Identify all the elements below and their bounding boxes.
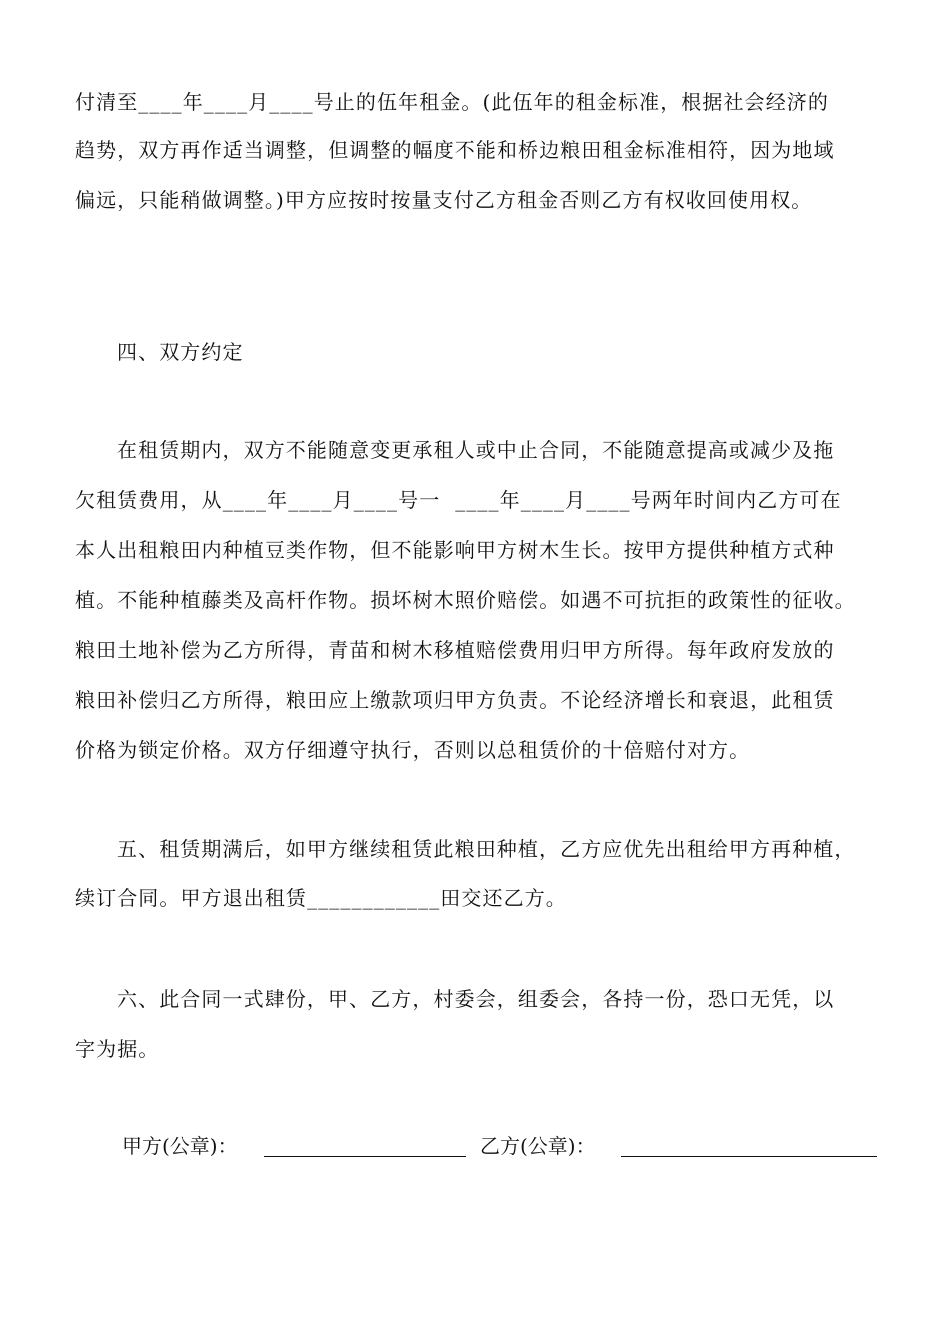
section-6-line-1: 六、此合同一式肆份，甲、乙方，村委会，组委会，各持一份，恐口无凭，以: [117, 987, 835, 1011]
section-5-line-2: 续订合同。甲方退出租赁____________田交还乙方。: [75, 886, 567, 910]
paragraph-rent-line-3: 偏远，只能稍做调整。)甲方应按时按量支付乙方租金否则乙方有权收回使用权。: [75, 188, 813, 212]
section-4-line-6: 粮田补偿归乙方所得，粮田应上缴款项归甲方负责。不论经济增长和衰退，此租赁: [75, 688, 835, 712]
section-5-line-1: 五、租赁期满后，如甲方继续租赁此粮田种植，乙方应优先出租给甲方再种植，: [117, 837, 856, 861]
section-4-line-2: 欠租赁费用，从____年____月____号一 ____年____月____号两年时间内乙方可在: [75, 488, 842, 512]
section-4-line-1: 在租赁期内，双方不能随意变更承租人或中止合同，不能随意提高或减少及拖: [117, 438, 835, 462]
party-b-signature-line: [621, 1156, 877, 1157]
paragraph-rent-line-1: 付清至____年____月____号止的伍年租金。(此伍年的租金标准，根据社会经济的: [75, 90, 830, 114]
section-4-line-4: 植。不能种植藤类及高杆作物。损坏树木照价赔偿。如遇不可抗拒的政策性的征收。: [75, 588, 856, 612]
party-b-seal-label: 乙方(公章)：: [480, 1134, 596, 1158]
section-4-line-5: 粮田土地补偿为乙方所得，青苗和树木移植赔偿费用归甲方所得。每年政府发放的: [75, 638, 835, 662]
section-4-line-3: 本人出租粮田内种植豆类作物，但不能影响甲方树木生长。按甲方提供种植方式种: [75, 538, 835, 562]
section-4-line-7: 价格为锁定价格。双方仔细遵守执行，否则以总租赁价的十倍赔付对方。: [75, 738, 751, 762]
signature-row: [122, 1130, 882, 1164]
party-a-seal-label: 甲方(公章)：: [122, 1134, 238, 1158]
party-a-signature-line: [264, 1156, 466, 1157]
paragraph-rent-line-2: 趋势，双方再作适当调整，但调整的幅度不能和桥边粮田租金标准相符，因为地域: [75, 138, 835, 162]
section-6-line-2: 字为据。: [75, 1037, 160, 1061]
section-4-heading: 四、双方约定: [117, 340, 244, 364]
